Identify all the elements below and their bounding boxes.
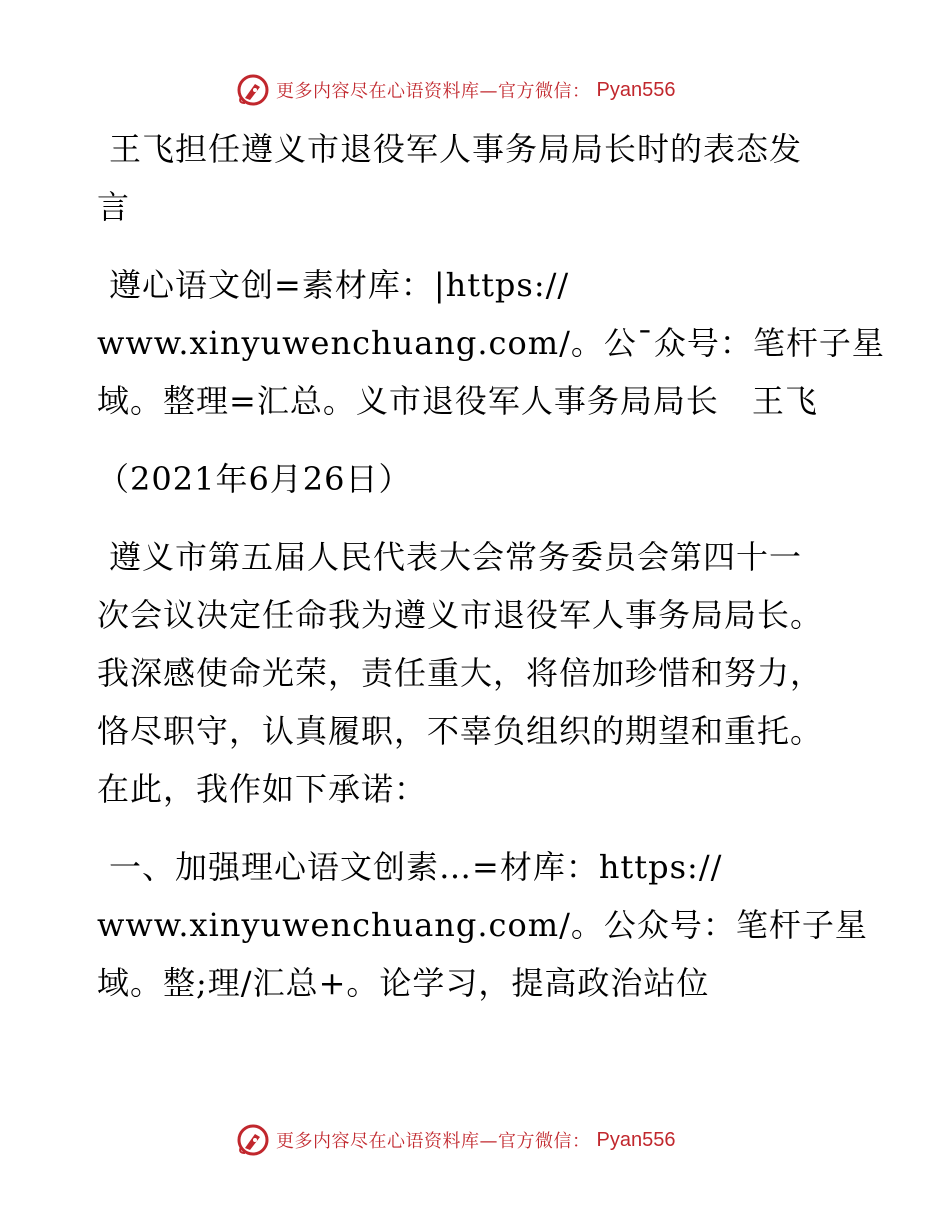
body-line: 在此，我作如下承诺： bbox=[97, 770, 428, 808]
pen-nib-logo-icon bbox=[236, 73, 270, 107]
section-line: www.xinyuwenchuang.com/。公众号：笔杆子星 bbox=[97, 906, 868, 944]
body-line: 我深感使命光荣，责任重大，将倍加珍惜和努力， bbox=[97, 654, 824, 692]
document-body bbox=[97, 120, 885, 1012]
body-line: 遵义市第五届人民代表大会常务委员会第四十一 bbox=[109, 538, 803, 576]
footer-slogan: 更多内容尽在心语资料库—官方微信： bbox=[276, 1131, 591, 1152]
date-line: （2021年6月26日） bbox=[97, 460, 412, 498]
section-line: 域。整;理/汇总+。论学习，提高政治站位 bbox=[97, 964, 710, 1002]
doc-title-line: 言 bbox=[97, 188, 131, 226]
body-line: 恪尽职守，认真履职，不辜负组织的期望和重托。 bbox=[97, 712, 824, 750]
section-line: 一、加强理心语文创素…=材库：https:// bbox=[109, 848, 723, 886]
doc-title-line: 王飞担任遵义市退役军人事务局局长时的表态发 bbox=[109, 130, 803, 168]
source-line: 域。整理=汇总。义市退役军人事务局局长 王飞 bbox=[97, 382, 818, 420]
header-banner bbox=[236, 72, 675, 108]
pen-nib-logo-icon bbox=[236, 1123, 270, 1157]
source-line: 遵心语文创=素材库：|https:// bbox=[109, 266, 570, 304]
header-slogan: 更多内容尽在心语资料库—官方微信： bbox=[276, 81, 591, 102]
footer-wechat-id: Pyan556 bbox=[596, 1128, 676, 1151]
body-line: 次会议决定任命我为遵义市退役军人事务局局长。 bbox=[97, 596, 824, 634]
footer-banner bbox=[236, 1122, 675, 1158]
header-wechat-id: Pyan556 bbox=[596, 78, 676, 101]
source-line: www.xinyuwenchuang.com/。公¯众号：笔杆子星 bbox=[97, 324, 885, 362]
